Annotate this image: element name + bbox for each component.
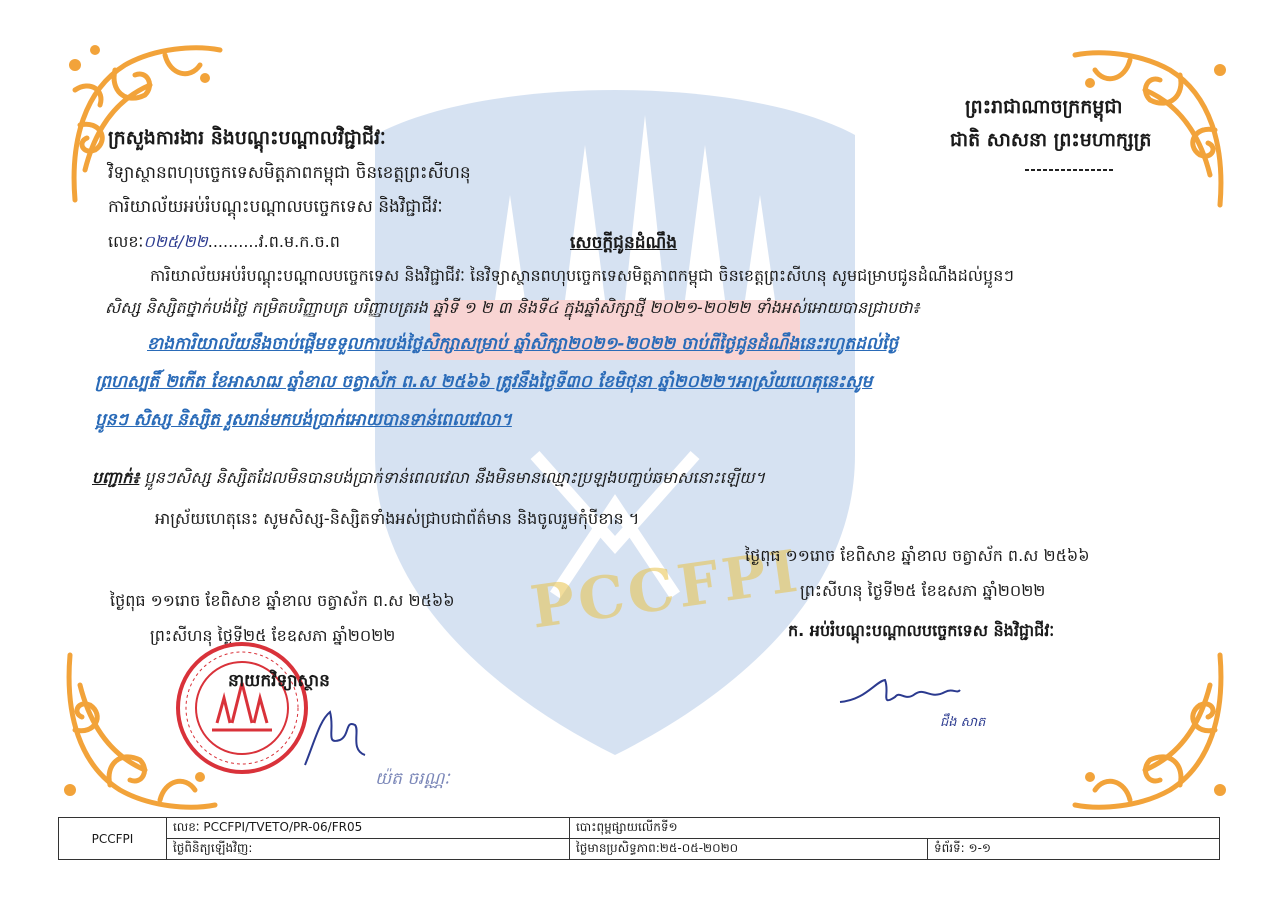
- left-lunar-date: ថ្ងៃពុធ ១១រោច ខែពិសាខ ឆ្នាំខាល ចត្វាស័ក ព.ស ២៥៦៦: [110, 591, 455, 610]
- left-signature: [295, 700, 375, 770]
- footer-edition: បោះពុម្ពផ្សាយលើកទី១: [570, 818, 1220, 839]
- right-signatory-title: ក. អប់រំបណ្តុះបណ្តាលបច្ចេកទេស និងវិជ្ជាជីវៈ: [788, 621, 1055, 640]
- office-name: ការិយាល័យអប់រំបណ្តុះបណ្តាលបច្ចេកទេស និងវិជ្ជាជីវៈ: [108, 197, 443, 217]
- director-title: នាយកវិទ្យាស្ថាន: [228, 671, 330, 691]
- note-text: ប្អូនៗសិស្ស និស្សិតដែលមិនបានបង់ប្រាក់ទាន់ពេលវេលា នឹងមិនមានឈ្មោះប្រឡងបញ្ចប់ឆមាសនោះឡើយ។: [139, 468, 766, 487]
- right-solar-date: ព្រះសីហនុ ថ្ងៃទី២៥ ខែឧសភា ឆ្នាំ២០២២: [800, 581, 1046, 600]
- footer-page: ទំព័រទី: ១-១: [928, 839, 1220, 860]
- notice-heading: សេចក្តីជូនដំណឹង: [570, 233, 678, 253]
- left-signer-name: យ៉ត ចរណ្ណៈ: [375, 769, 450, 789]
- national-motto: ជាតិ សាសនា ព្រះមហាក្សត្រ: [950, 129, 1152, 151]
- reference-number: [108, 231, 340, 255]
- institute-name: វិទ្យាស្ថានពហុបច្ចេកទេសមិត្តភាពកម្ពុជា ចិនខេត្តព្រះសីហនុ: [108, 163, 471, 183]
- right-signature: [835, 672, 965, 717]
- footer-update-date: ថ្ងៃពិនិត្យឡើងវិញ:: [167, 839, 570, 860]
- right-signer-name: ជឹង សាត: [940, 715, 986, 730]
- notice-closing: អាស្រ័យហេតុនេះ សូមសិស្ស-និស្សិតទាំងអស់ជ្រាបជាព័ត៌មាន និងចូលរួមកុំបីខាន ។: [155, 509, 640, 528]
- left-solar-date: ព្រះសីហនុ ថ្ងៃទី២៥ ខែឧសភា ឆ្នាំ២០២២: [150, 626, 396, 645]
- notice-note: [92, 467, 765, 491]
- notice-body-line-3: ប្អូនៗ សិស្ស និស្សិត រួសរាន់មកបង់ប្រាក់អោយបានទាន់ពេលវេលា។: [95, 410, 512, 430]
- footer-valid-date: ថ្ងៃមានប្រសិទ្ធភាព:២៥-០៥-២០២០: [570, 839, 928, 860]
- ref-handwritten-number: ០២៥/២២: [143, 232, 208, 251]
- ref-suffix: ..........វ.ព.ម.ក.ច.ព: [207, 232, 340, 251]
- ornament-corner-top-right: [1070, 35, 1240, 215]
- right-lunar-date: ថ្ងៃពុធ ១១រោច ខែពិសាខ ឆ្នាំខាល ចត្វាស័ក ព.ស ២៥៦៦: [745, 546, 1090, 565]
- footer-doc-number: លេខៈ PCCFPI/TVETO/PR-06/FR05: [167, 818, 570, 839]
- notice-body-line-2: ព្រហស្បតិ៍ ២កើត ខែអាសាឍ ឆ្នាំខាល ចត្វាស័ក ព.ស ២៥៦៦ ត្រូវនឹងថ្ងៃទី៣០ ខែមិថុនា ឆ្នាំ២០២២។អាស្រ័យហេតុនេះសូម: [95, 372, 873, 392]
- kingdom-title: ព្រះរាជាណាចក្រកម្ពុជា: [965, 96, 1123, 118]
- motto-divider: [1025, 169, 1115, 171]
- watermark-text: PCCFPI: [526, 536, 806, 642]
- footer-org: PCCFPI: [59, 818, 167, 860]
- document-control-table: [58, 817, 1220, 860]
- official-seal-stamp: [172, 638, 312, 778]
- ornament-corner-bottom-right: [1070, 645, 1240, 825]
- ref-prefix: លេខៈ: [108, 232, 144, 251]
- ministry-name: ក្រសួងការងារ និងបណ្តុះបណ្តាលវិជ្ជាជីវៈ: [108, 127, 386, 149]
- notice-intro: ការិយាល័យអប់រំបណ្តុះបណ្តាលបច្ចេកទេស និងវិជ្ជាជីវៈ នៃវិទ្យាស្ថានពហុបច្ចេកទេសមិត្តភាពកម្ពុជា ចិនខេត្តព្រះសីហនុ សូមជម្រាបជូនដំណឹងដល់ប្អូនៗ: [150, 266, 1014, 285]
- notice-students-line: សិស្ស និស្សិតថ្នាក់បង់ថ្លៃ កម្រិតបរិញ្ញាបត្រ បរិញ្ញាបត្ររង ឆ្នាំទី ១ ២ ៣ និងទី៤ ក្នុងឆ្នាំសិក្សាថ្មី ២០២១-២០២២ ទាំងអស់អោយបានជ្រាបថា៖: [105, 298, 920, 317]
- notice-body-line-1: ខាងការិយាល័យនឹងចាប់ផ្តើមទទួលការបង់ថ្លៃសិក្សាសម្រាប់ ឆ្នាំសិក្សា២០២១-២០២២ ចាប់ពីថ្ងៃជូនដំណឹងនេះរហូតដល់ថ្ងៃ: [147, 334, 899, 354]
- note-label: បញ្ជាក់៖: [92, 468, 140, 487]
